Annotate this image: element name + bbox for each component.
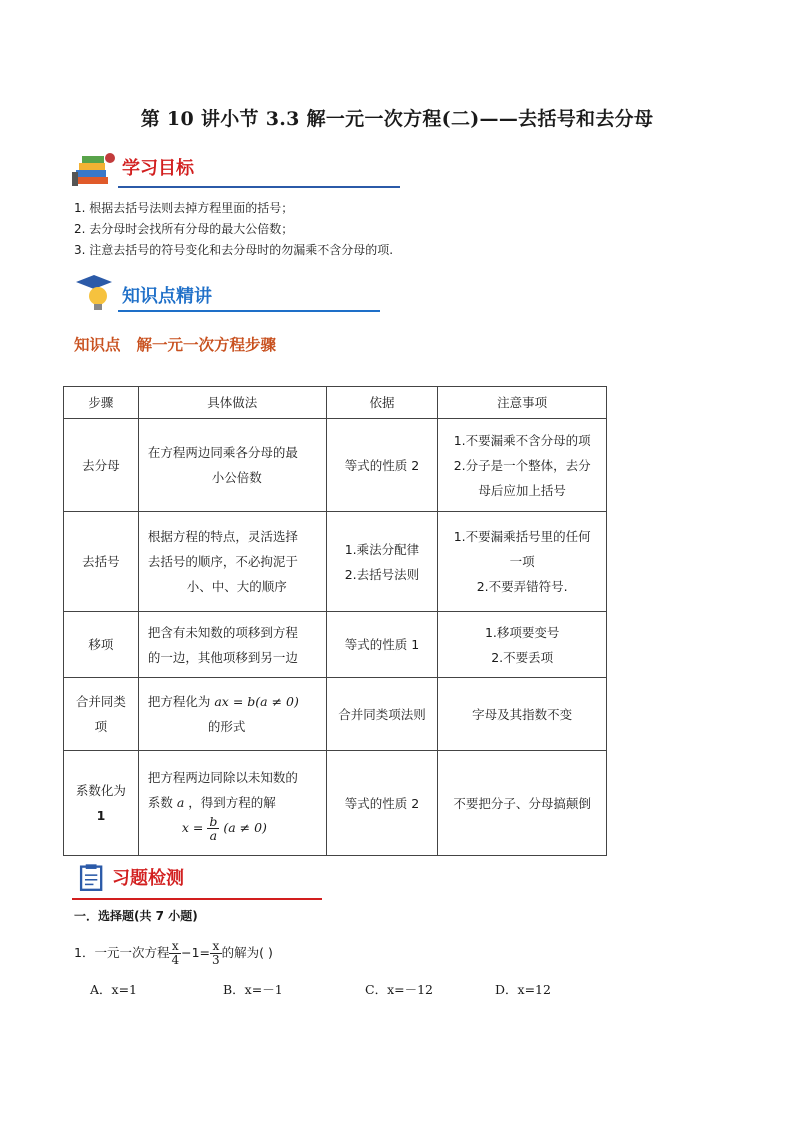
cell-line: 1.不要漏乘不含分母的项 bbox=[453, 432, 591, 448]
table-cell-step: 去括号 bbox=[64, 512, 139, 612]
section-knowledge-label: 知识点精讲 bbox=[122, 286, 212, 307]
cell-line: 系数化为 bbox=[75, 783, 126, 798]
table-cell-notes bbox=[438, 512, 607, 612]
question-mid: −1= bbox=[181, 945, 211, 960]
table-cell-basis: 合并同类项法则 bbox=[326, 678, 438, 751]
table-cell-notes: 字母及其指数不变 bbox=[438, 678, 607, 751]
question-suffix: 的解为( ) bbox=[221, 945, 273, 960]
page-title: 第 10 讲小节 3.3 解一元一次方程(二)——去括号和去分母 bbox=[140, 108, 654, 130]
fraction-numerator: x bbox=[210, 940, 222, 954]
cell-line: 根据方程的特点，灵活选择 bbox=[147, 529, 298, 544]
table-cell-step bbox=[64, 678, 139, 751]
fraction-denominator: 3 bbox=[212, 953, 220, 967]
cell-line: 1.乘法分配律 bbox=[344, 541, 420, 557]
cell-line: 合并同类 bbox=[75, 694, 126, 709]
goal-item: 1. 根据去括号法则去掉方程里面的括号； bbox=[74, 201, 294, 215]
section-goals-label: 学习目标 bbox=[122, 158, 194, 179]
table-cell-basis: 等式的性质 2 bbox=[326, 751, 438, 856]
method-prefix: 把方程化为 bbox=[147, 694, 211, 709]
cell-line: 一项 bbox=[509, 554, 535, 569]
table-row bbox=[64, 612, 607, 678]
table-row bbox=[64, 678, 607, 751]
knowledge-point-name: 解一元一次方程步骤 bbox=[136, 336, 277, 354]
table-header: 注意事项 bbox=[438, 387, 607, 419]
table-cell-step: 去分母 bbox=[64, 419, 139, 512]
equation-math: ax = b(a ≠ 0) bbox=[214, 694, 299, 709]
table-row bbox=[64, 419, 607, 512]
cell-line: 把方程两边同除以未知数的 bbox=[147, 769, 298, 785]
fraction-denominator: a bbox=[209, 827, 218, 843]
cell-line: 把含有未知数的项移到方程 bbox=[147, 624, 298, 640]
cell-line: 2.去括号法则 bbox=[344, 566, 420, 582]
cell-line: 2.不要弄错符号. bbox=[476, 579, 568, 594]
option-c[interactable]: C．x=－12 bbox=[365, 982, 433, 997]
cell-line: 项 bbox=[94, 719, 108, 734]
cell-line: 的一边，其他项移到另一边 bbox=[147, 649, 298, 665]
steps-table bbox=[63, 386, 607, 856]
clipboard-icon bbox=[78, 862, 112, 896]
solution-lhs: x = bbox=[181, 819, 204, 835]
cell-line: 去括号的顺序，不必拘泥于 bbox=[147, 554, 298, 569]
fraction-denominator: 4 bbox=[171, 953, 180, 967]
cell-line: 1.移项要变号 bbox=[484, 624, 560, 640]
option-d[interactable]: D．x=12 bbox=[495, 982, 551, 997]
cell-line: 母后应加上括号 bbox=[478, 482, 566, 498]
section-exercise bbox=[72, 860, 402, 900]
method-coef-label: 系数 bbox=[147, 794, 173, 810]
section-goals bbox=[72, 148, 402, 188]
solution-line bbox=[148, 815, 326, 842]
table-header: 具体做法 bbox=[138, 387, 326, 419]
method-var: a bbox=[176, 794, 185, 810]
table-cell-notes bbox=[438, 419, 607, 512]
knowledge-point-prefix: 知识点 bbox=[74, 336, 121, 354]
cell-line bbox=[148, 689, 326, 714]
table-cell-method bbox=[138, 751, 326, 856]
cell-line: 小公倍数 bbox=[211, 470, 262, 485]
goals-list bbox=[74, 198, 393, 261]
table-cell-method bbox=[138, 612, 326, 678]
fraction-numerator: b bbox=[209, 813, 218, 829]
solution-fraction bbox=[207, 815, 219, 842]
cell-line: 在方程两边同乘各分母的最 bbox=[147, 445, 298, 460]
table-cell-method bbox=[138, 678, 326, 751]
table-cell-step: 移项 bbox=[64, 612, 139, 678]
table-cell-basis: 等式的性质 1 bbox=[326, 612, 438, 678]
table-cell-notes bbox=[438, 612, 607, 678]
cell-line: 小、中、大的顺序 bbox=[186, 579, 287, 594]
question-fraction-2 bbox=[210, 940, 222, 967]
cell-line: 2.不要丢项 bbox=[491, 649, 554, 665]
table-header: 依据 bbox=[326, 387, 438, 419]
table-cell-method bbox=[138, 419, 326, 512]
solution-condition: (a ≠ 0) bbox=[223, 819, 267, 835]
fraction-numerator: x bbox=[169, 940, 181, 954]
option-a[interactable]: A．x=1 bbox=[90, 982, 138, 997]
table-cell-method bbox=[138, 512, 326, 612]
cell-line: 的形式 bbox=[207, 719, 246, 734]
choice-section-heading: 一．选择题(共 7 小题) bbox=[74, 909, 198, 923]
table-header: 步骤 bbox=[64, 387, 139, 419]
goal-item: 3. 注意去括号的符号变化和去分母时的勿漏乘不含分母的项. bbox=[74, 243, 394, 257]
table-header-row bbox=[64, 387, 607, 419]
goal-item: 2. 去分母时会找所有分母的最大公倍数； bbox=[74, 222, 294, 236]
table-row bbox=[64, 751, 607, 856]
section-knowledge bbox=[72, 272, 402, 312]
table-row bbox=[64, 512, 607, 612]
cell-line: 1.不要漏乘括号里的任何 bbox=[453, 529, 591, 544]
section-knowledge-underline bbox=[118, 310, 380, 312]
table-cell-basis bbox=[326, 512, 438, 612]
table-cell-step bbox=[64, 751, 139, 856]
cell-line: 1 bbox=[96, 808, 106, 823]
section-exercise-underline bbox=[72, 898, 322, 900]
section-goals-underline bbox=[118, 186, 400, 188]
cell-line: 2.分子是一个整体，去分 bbox=[453, 457, 591, 473]
cell-line bbox=[148, 790, 326, 815]
books-icon bbox=[72, 148, 116, 188]
option-b[interactable]: B．x=－1 bbox=[223, 982, 283, 997]
question-prefix: 1．一元一次方程 bbox=[74, 945, 170, 960]
graduation-bulb-icon bbox=[72, 272, 116, 312]
table-cell-notes: 不要把分子、分母搞颠倒 bbox=[438, 751, 607, 856]
question-1 bbox=[74, 940, 273, 967]
table-cell-basis: 等式的性质 2 bbox=[326, 419, 438, 512]
section-exercise-label: 习题检测 bbox=[112, 868, 184, 889]
method-tail: ，得到方程的解 bbox=[188, 794, 276, 810]
question-fraction-1 bbox=[169, 940, 181, 967]
knowledge-point-heading bbox=[74, 333, 276, 355]
